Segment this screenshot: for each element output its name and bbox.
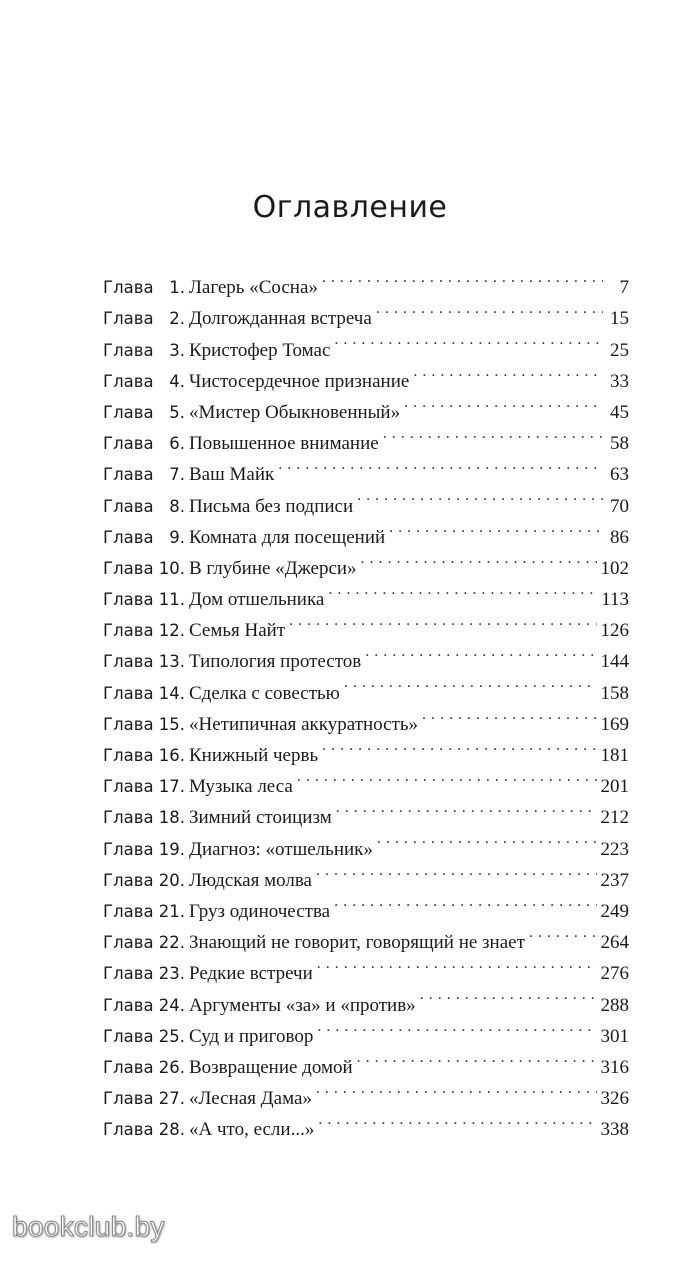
chapter-number: 23. bbox=[158, 964, 185, 984]
chapter-number: 7. bbox=[169, 465, 185, 485]
dot-leader bbox=[289, 605, 596, 636]
chapter-word: Глава bbox=[103, 1057, 154, 1077]
dot-leader bbox=[413, 356, 603, 387]
chapter-number: 1. bbox=[169, 278, 185, 298]
page-number: 126 bbox=[600, 620, 629, 642]
dot-leader bbox=[357, 1042, 597, 1073]
chapter-number: 26. bbox=[158, 1057, 185, 1077]
chapter-title: Повышенное внимание bbox=[189, 433, 379, 455]
chapter-number: 6. bbox=[169, 434, 185, 454]
chapter-number: 24. bbox=[158, 995, 185, 1015]
dot-leader bbox=[529, 917, 597, 948]
page-number: 169 bbox=[600, 713, 629, 735]
chapter-title: Сделка с совестью bbox=[189, 682, 340, 704]
chapter-title: Груз одиночества bbox=[189, 900, 331, 922]
chapter-title: Знающий не говорит, говорящий не знает bbox=[189, 932, 525, 954]
watermark-logo: bookclub.by bbox=[12, 1211, 165, 1242]
page-number: 338 bbox=[600, 1119, 629, 1141]
chapter-word: Глава bbox=[103, 777, 154, 797]
chapter-number: 10. bbox=[158, 558, 185, 578]
chapter-number: 15. bbox=[158, 714, 185, 734]
chapter-number: 12. bbox=[158, 621, 185, 641]
page-number: 181 bbox=[600, 745, 629, 766]
chapter-title: Возвращение домой bbox=[189, 1056, 353, 1078]
chapter-number: 25. bbox=[158, 1026, 185, 1046]
chapter-title: Диагноз: «отшельник» bbox=[189, 838, 373, 860]
chapter-number: 20. bbox=[158, 870, 185, 890]
dot-leader bbox=[322, 730, 596, 761]
page-number: 158 bbox=[600, 682, 629, 704]
chapter-number: 4. bbox=[169, 371, 185, 391]
page-number: 201 bbox=[600, 776, 629, 798]
dot-leader bbox=[383, 418, 603, 449]
chapter-number: 9. bbox=[169, 527, 185, 547]
chapter-word: Глава bbox=[103, 964, 154, 984]
page-number: 45 bbox=[610, 401, 629, 423]
chapter-title: «Лесная Дама» bbox=[189, 1088, 312, 1110]
chapter-number: 13. bbox=[158, 652, 185, 672]
page-number: 212 bbox=[600, 807, 629, 829]
chapter-word: Глава bbox=[103, 808, 154, 828]
chapter-title: Книжный червь bbox=[189, 745, 319, 766]
chapter-word: Глава bbox=[103, 683, 154, 703]
chapter-word: Глава bbox=[103, 309, 154, 329]
chapter-title: Комната для посещений bbox=[189, 526, 386, 548]
page-number: 276 bbox=[600, 963, 629, 985]
page-number: 70 bbox=[610, 495, 629, 517]
chapter-word: Глава bbox=[103, 621, 154, 641]
chapter-number: 27. bbox=[158, 1089, 185, 1109]
chapter-word: Глава bbox=[103, 995, 154, 1015]
dot-leader bbox=[334, 886, 596, 917]
chapter-number: 14. bbox=[158, 683, 185, 703]
chapter-number: 11. bbox=[158, 590, 185, 610]
chapter-title: Чистосердечное признание bbox=[189, 370, 410, 392]
table-of-contents bbox=[103, 262, 629, 1141]
chapter-word: Глава bbox=[103, 402, 154, 422]
chapter-number: 16. bbox=[158, 746, 185, 765]
page-number: 264 bbox=[600, 932, 629, 954]
chapter-title: Семья Найт bbox=[189, 620, 286, 642]
chapter-word: Глава bbox=[103, 1026, 154, 1046]
chapter-title: Редкие встречи bbox=[189, 963, 313, 985]
dot-leader bbox=[317, 1011, 596, 1042]
chapter-number: 3. bbox=[169, 340, 185, 360]
dot-leader bbox=[334, 324, 603, 355]
chapter-word: Глава bbox=[103, 278, 154, 298]
chapter-title: Дом отшельника bbox=[189, 589, 325, 611]
chapter-word: Глава bbox=[103, 839, 154, 859]
dot-leader bbox=[344, 667, 597, 698]
chapter-title: Долгожданная встреча bbox=[189, 308, 372, 330]
chapter-word: Глава bbox=[103, 933, 154, 953]
page-number: 249 bbox=[600, 900, 629, 922]
page-number: 144 bbox=[600, 651, 629, 673]
page-number: 237 bbox=[600, 869, 629, 891]
chapter-title: Ваш Майк bbox=[189, 464, 275, 486]
chapter-number: 28. bbox=[158, 1120, 185, 1140]
page-number: 301 bbox=[600, 1025, 629, 1047]
chapter-title: Суд и приговор bbox=[189, 1025, 314, 1047]
chapter-word: Глава bbox=[103, 870, 154, 890]
chapter-word: Глава bbox=[103, 434, 154, 454]
page-title: Оглавление bbox=[252, 190, 448, 225]
chapter-title: Типология протестов bbox=[189, 651, 362, 673]
dot-leader bbox=[404, 387, 603, 418]
dot-leader bbox=[278, 449, 603, 480]
chapter-word: Глава bbox=[103, 1089, 154, 1109]
page-number: 15 bbox=[610, 308, 629, 330]
chapter-number: 18. bbox=[158, 808, 185, 828]
dot-leader bbox=[365, 636, 596, 667]
chapter-title: Кристофер Томас bbox=[189, 339, 331, 361]
chapter-word: Глава bbox=[103, 652, 154, 672]
chapter-title: Письма без подписи bbox=[189, 495, 354, 517]
dot-leader bbox=[318, 1104, 596, 1135]
chapter-title: «Мистер Обыкновенный» bbox=[189, 401, 401, 423]
chapter-word: Глава bbox=[103, 901, 154, 921]
dot-leader bbox=[377, 823, 597, 854]
chapter-word: Глава bbox=[103, 496, 154, 516]
page-number: 58 bbox=[610, 433, 629, 455]
dot-leader bbox=[322, 262, 603, 293]
chapter-title: Зимний стоицизм bbox=[189, 807, 332, 829]
dot-leader bbox=[422, 699, 596, 730]
chapter-number: 5. bbox=[169, 402, 185, 422]
chapter-word: Глава bbox=[103, 371, 154, 391]
dot-leader bbox=[361, 543, 597, 574]
dot-leader bbox=[389, 512, 603, 543]
chapter-number: 17. bbox=[158, 777, 185, 797]
chapter-word: Глава bbox=[103, 746, 154, 765]
chapter-word: Глава bbox=[103, 527, 154, 547]
chapter-title: Людская молва bbox=[189, 869, 312, 891]
page-number: 63 bbox=[610, 464, 629, 486]
page-number: 288 bbox=[600, 994, 629, 1016]
dot-leader bbox=[357, 480, 603, 511]
dot-leader bbox=[297, 761, 597, 792]
dot-leader bbox=[376, 293, 603, 324]
chapter-number: 22. bbox=[158, 933, 185, 953]
dot-leader bbox=[316, 1073, 597, 1104]
page-number: 86 bbox=[610, 526, 629, 548]
chapter-word: Глава bbox=[103, 714, 154, 734]
page-number: 7 bbox=[619, 277, 629, 299]
chapter-title: Аргументы «за» и «против» bbox=[189, 994, 416, 1016]
chapter-title: В глубине «Джерси» bbox=[189, 557, 357, 579]
chapter-word: Глава bbox=[103, 558, 154, 578]
page-number: 223 bbox=[600, 838, 629, 860]
chapter-word: Глава bbox=[103, 1120, 154, 1140]
chapter-number: 2. bbox=[169, 309, 185, 329]
chapter-number: 21. bbox=[158, 901, 185, 921]
dot-leader bbox=[420, 979, 597, 1010]
dot-leader bbox=[328, 574, 597, 605]
chapter-title: Лагерь «Сосна» bbox=[189, 277, 318, 299]
chapter-number: 19. bbox=[158, 839, 185, 859]
dot-leader bbox=[317, 948, 597, 979]
page-number: 326 bbox=[600, 1088, 629, 1110]
chapter-word: Глава bbox=[103, 590, 154, 610]
chapter-title: «Нетипичная аккуратность» bbox=[189, 713, 419, 735]
dot-leader bbox=[336, 792, 597, 823]
page-number: 25 bbox=[610, 339, 629, 361]
chapter-word: Глава bbox=[103, 465, 154, 485]
chapter-title: Музыка леса bbox=[189, 776, 293, 798]
toc-entry bbox=[103, 262, 629, 299]
chapter-title: «А что, если...» bbox=[189, 1119, 315, 1141]
page-number: 33 bbox=[610, 370, 629, 392]
page-number: 102 bbox=[600, 557, 629, 579]
chapter-number: 8. bbox=[169, 496, 185, 516]
page-number: 113 bbox=[601, 589, 629, 611]
dot-leader bbox=[316, 855, 597, 886]
chapter-word: Глава bbox=[103, 340, 154, 360]
page-number: 316 bbox=[600, 1056, 629, 1078]
